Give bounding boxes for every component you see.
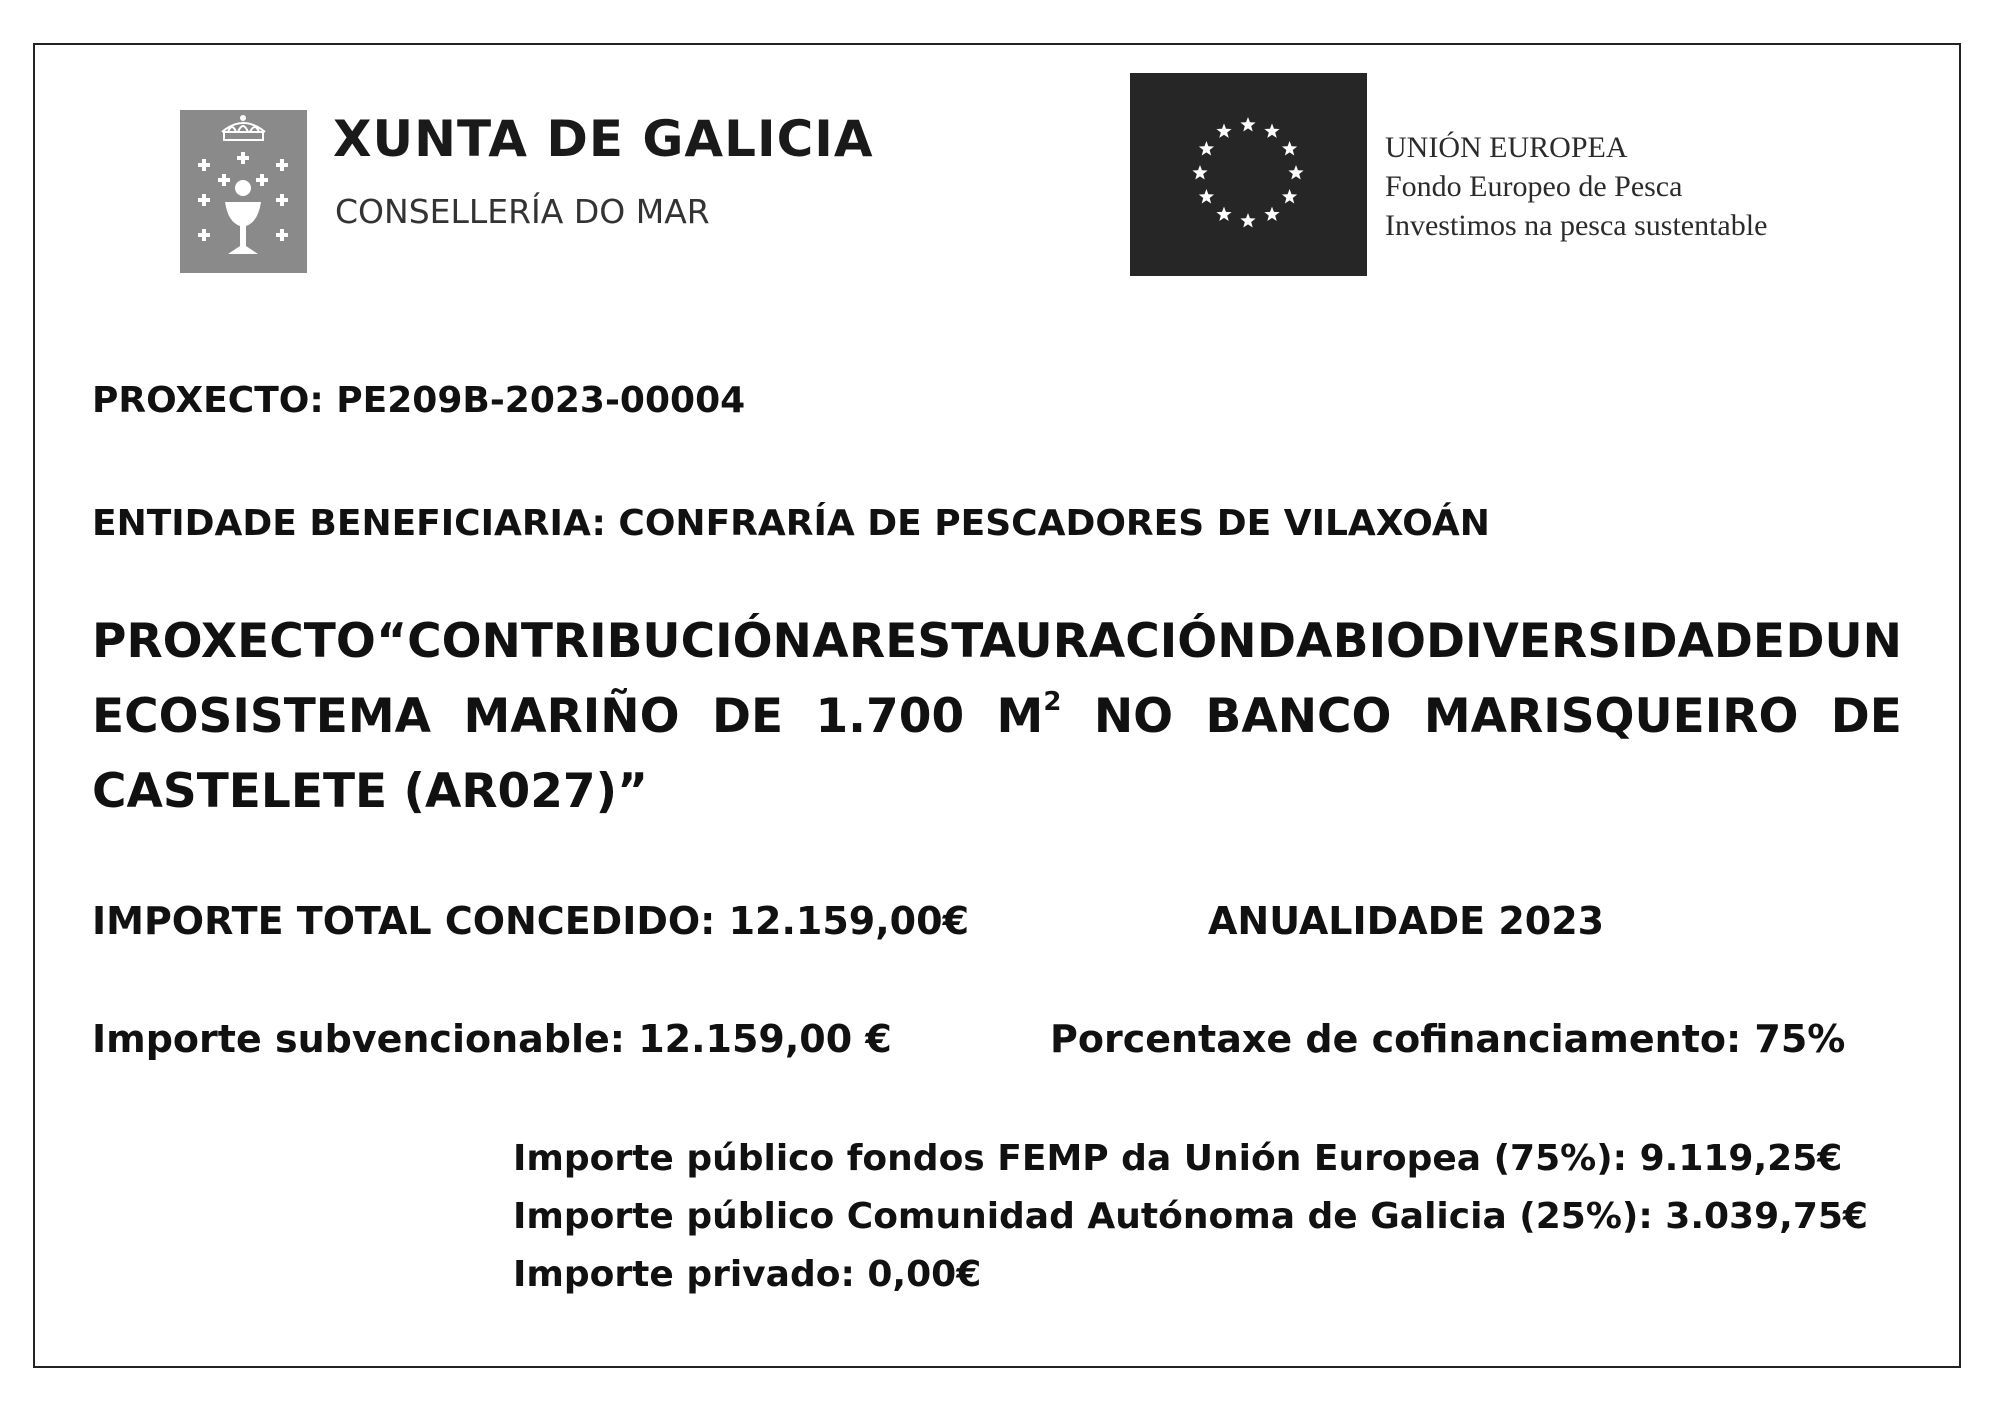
breakdown-galicia: Importe público Comunidad Autónoma de Galicia (25%): 3.039,75€ xyxy=(513,1196,1868,1237)
xunta-name: XUNTA DE GALICIA xyxy=(333,110,874,168)
title-line-2-word: MARIÑO xyxy=(463,689,680,744)
title-line-2-word: DE xyxy=(1830,689,1902,744)
project-title xyxy=(92,604,1902,829)
eu-line-2: Fondo Europeo de Pesca xyxy=(1385,170,1683,203)
xunta-emblem-logo xyxy=(180,110,307,273)
title-line-2-word: BANCO xyxy=(1205,689,1392,744)
eu-flag-logo xyxy=(1130,73,1367,276)
title-line-2-word: DE xyxy=(711,689,784,744)
eu-star-icon xyxy=(1199,141,1214,155)
project-code: PROXECTO: PE209B-2023-00004 xyxy=(92,380,746,421)
superscript-two: 2 xyxy=(1043,687,1062,717)
eu-star-icon xyxy=(1240,213,1255,227)
project-title-line-2 xyxy=(92,679,1902,754)
eu-star-icon xyxy=(1199,189,1214,203)
title-line-1-word: “CONTRIBUCIÓN xyxy=(376,614,812,669)
title-line-1-word: DA xyxy=(1256,614,1333,669)
cofinancing-percentage: Porcentaxe de cofinanciamento: 75% xyxy=(1050,1017,1846,1061)
eu-line-3: Investimos na pesca sustentable xyxy=(1385,209,1768,242)
eu-star-icon xyxy=(1264,123,1279,137)
title-line-1-word: BIODIVERSIDADE xyxy=(1332,614,1786,669)
eu-line-1: UNIÓN EUROPEA xyxy=(1385,131,1628,164)
title-line-1-word: DUN xyxy=(1785,614,1902,669)
title-line-1-word: RESTAURACIÓN xyxy=(849,614,1257,669)
breakdown-private: Importe privado: 0,00€ xyxy=(513,1254,982,1295)
title-line-2-word: 1.700 xyxy=(815,689,965,744)
title-line-2-word: MARISQUEIRO xyxy=(1423,689,1799,744)
title-line-2-word: ECOSISTEMA xyxy=(92,689,432,744)
eu-star-icon xyxy=(1282,141,1297,155)
eu-star-icon xyxy=(1282,189,1297,203)
eu-star-icon xyxy=(1240,117,1255,131)
title-line-1-word: A xyxy=(812,614,849,669)
project-title-line-1 xyxy=(92,604,1902,679)
total-amount: IMPORTE TOTAL CONCEDIDO: 12.159,00€ xyxy=(92,899,970,943)
title-line-2-word: $M^2$ xyxy=(996,687,1062,744)
project-title-line-3: CASTELETE (AR027)” xyxy=(92,764,648,819)
eu-star-icon xyxy=(1216,123,1231,137)
title-line-1-word: PROXECTO xyxy=(92,614,376,669)
subsidizable-amount: Importe subvencionable: 12.159,00 € xyxy=(92,1017,892,1061)
title-line-2-word: NO xyxy=(1093,689,1174,744)
breakdown-femp: Importe público fondos FEMP da Unión Europea (75%): 9.119,25€ xyxy=(513,1138,1843,1179)
eu-star-icon xyxy=(1192,165,1207,179)
beneficiary-entity: ENTIDADE BENEFICIARIA: CONFRARÍA DE PESCADORES DE VILAXOÁN xyxy=(92,503,1490,544)
eu-star-icon xyxy=(1288,165,1303,179)
annuity: ANUALIDADE 2023 xyxy=(1208,899,1605,943)
eu-star-icon xyxy=(1216,207,1231,221)
xunta-department: CONSELLERÍA DO MAR xyxy=(335,192,710,231)
eu-fund-text xyxy=(1385,128,1767,245)
eu-star-icon xyxy=(1264,207,1279,221)
